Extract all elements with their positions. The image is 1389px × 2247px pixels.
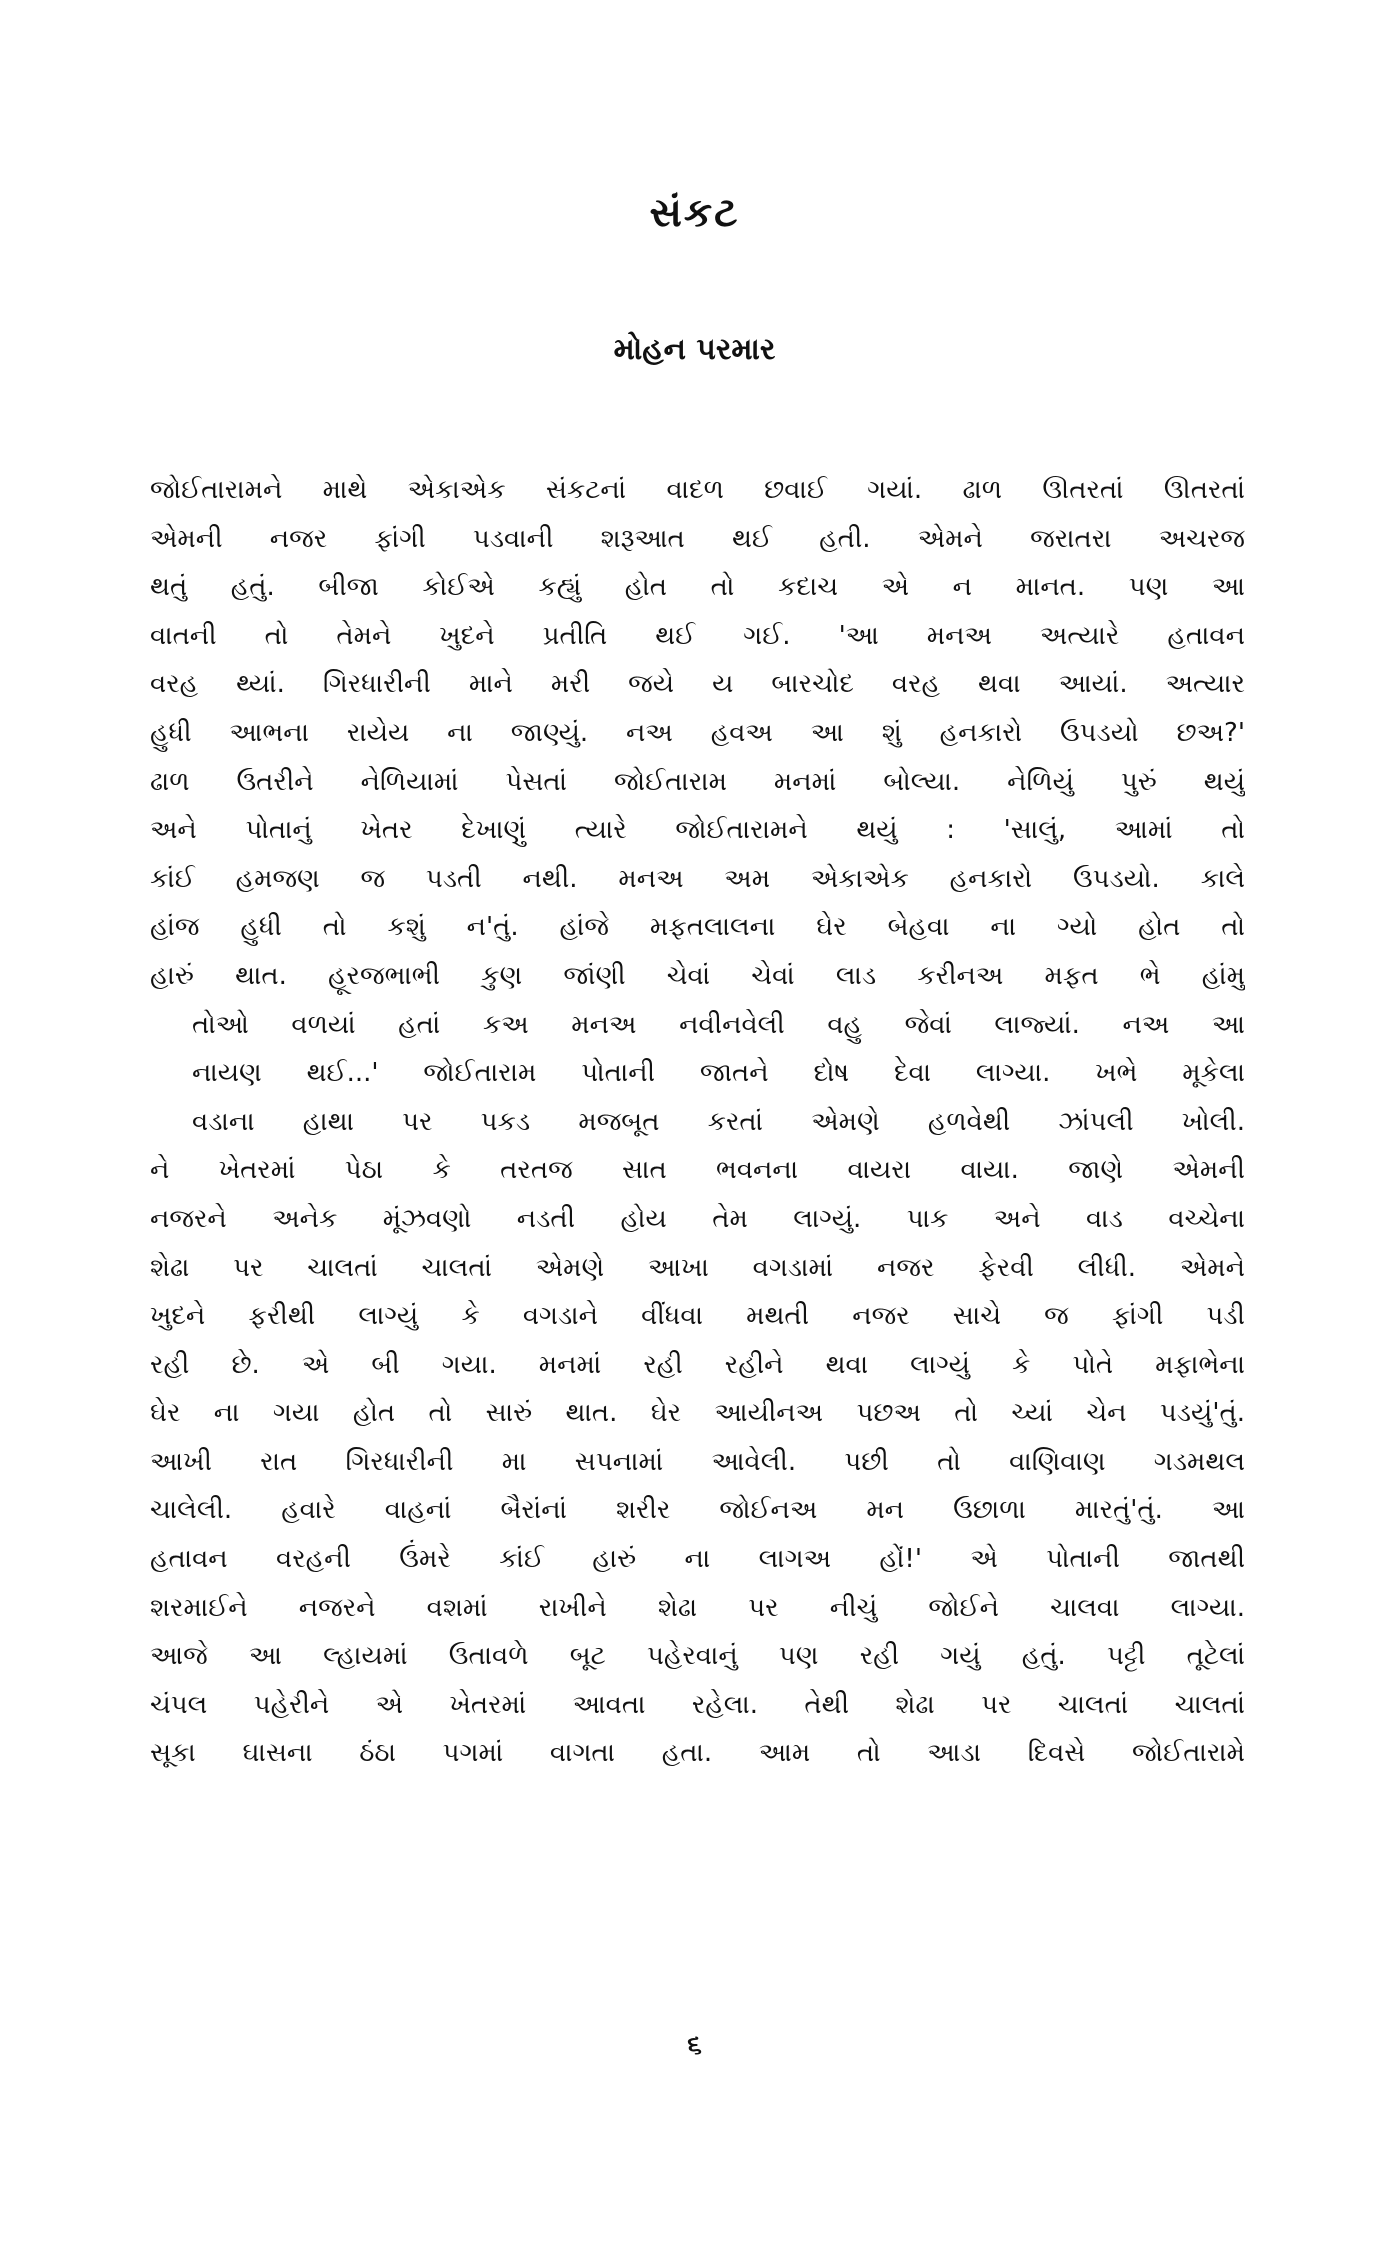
text-line: ચંપલ પહેરીને એ ખેતરમાં આવતા રહેલા. તેથી શેઢા પર ચાલતાં ચાલતાં <box>150 1689 1245 1720</box>
text-line: શરમાઈને નજરને વશમાં રાખીને શેઢા પર નીચું જોઈને ચાલવા લાગ્યા. <box>150 1592 1245 1623</box>
text-line: હારું થાત. હૂરજભાભી કુણ જાંણી ચેવાં ચેવાં લાડ કરીનઅ મફત ભે હાંમુ <box>150 960 1245 991</box>
text-line: અને પોતાનું ખેતર દેખાણું ત્યારે જોઈતારામને થયું : 'સાલું, આમાં તો <box>150 815 1245 846</box>
text-line: આખી રાત ગિરધારીની મા સપનામાં આવેલી. પછી તો વાણિવાણ ગડમથલ <box>150 1446 1245 1477</box>
text-line: ઢાળ ઉતરીને નેળિયામાં પેસતાં જોઈતારામ મનમાં બોલ્યા. નેળિયું પુરું થયું <box>150 766 1245 797</box>
author-name: મોહન પરમાર <box>613 332 776 367</box>
story-title: સંકટ <box>649 190 740 236</box>
text-line: સૂકા ઘાસના ઠંઠા પગમાં વાગતા હતા. આમ તો આડા દિવસે જોઈતારામે <box>150 1738 1245 1769</box>
text-line: ખુદને ફરીથી લાગ્યું કે વગડાને વીંધવા મથતી નજર સાચે જ ફાંગી પડી <box>150 1301 1245 1332</box>
text-line: તોઓ વળયાં હતાં કઅ મનઅ નવીનવેલી વહુ જેવાં લાજ્યાં. નઅ આ <box>192 1009 1245 1040</box>
text-line: વરહ થ્યાં. ગિરધારીની માને મરી જયે ય બારચોદ વરહ થવા આયાં. અત્યાર <box>150 669 1245 700</box>
page-number: ૬ <box>687 2030 702 2060</box>
text-line: કાંઈ હમજણ જ પડતી નથી. મનઅ અમ એકાએક હનકારો ઉપડયો. કાલે <box>150 863 1245 894</box>
text-line: હુધી આભના રાયેય ના જાણ્યું. નઅ હવઅ આ શું હનકારો ઉપડયો છઅ?' <box>150 717 1245 748</box>
text-line: હતાવન વરહની ઉંમરે કાંઈ હારું ના લાગઅ હોં!' એ પોતાની જાતથી <box>150 1544 1245 1575</box>
text-line: થતું હતું. બીજા કોઈએ કહ્યું હોત તો કદાચ એ ન માનત. પણ આ <box>150 572 1245 603</box>
text-line: વડાના હાથા પર પકડ મજબૂત કરતાં એમણે હળવેથી ઝાંપલી ખોલી. <box>192 1106 1245 1137</box>
story-body <box>150 466 1245 1778</box>
text-line: શેઢા પર ચાલતાં ચાલતાં એમણે આખા વગડામાં નજર ફેરવી લીધી. એમને <box>150 1252 1245 1283</box>
text-line: રહી છે. એ બી ગયા. મનમાં રહી રહીને થવા લાગ્યું કે પોતે મફાભેના <box>150 1349 1245 1380</box>
text-line: વાતની તો તેમને ખુદને પ્રતીતિ થઈ ગઈ. 'આ મનઅ અત્યારે હતાવન <box>150 620 1245 651</box>
text-line: હાંજ હુધી તો કશું ન'તું. હાંજે મફતલાલના ઘેર બેહવા ના ગ્યો હોત તો <box>150 912 1245 943</box>
text-line: નજરને અનેક મૂંઝવણો નડતી હોય તેમ લાગ્યું. પાક અને વાડ વચ્ચેના <box>150 1203 1245 1234</box>
text-line: નાયણ થઈ...' જોઈતારામ પોતાની જાતને દોષ દેવા લાગ્યા. ખભે મૂકેલા <box>192 1058 1245 1089</box>
text-line: એમની નજર ફાંગી પડવાની શરૂઆત થઈ હતી. એમને જરાતરા અચરજ <box>150 523 1245 554</box>
text-line: ને ખેતરમાં પેઠા કે તરતજ સાત ભવનના વાયરા વાયા. જાણે એમની <box>150 1155 1245 1186</box>
text-line: ચાલેલી. હવારે વાહનાં બૈરાંનાં શરીર જોઈનઅ મન ઉછાળા મારતું'તું. આ <box>150 1495 1245 1526</box>
text-line: આજે આ લ્હાયમાં ઉતાવળે બૂટ પહેરવાનું પણ રહી ગયું હતું. પટ્ટી તૂટેલાં <box>150 1641 1245 1672</box>
text-line: જોઈતારામને માથે એકાએક સંકટનાં વાદળ છવાઈ ગયાં. ઢાળ ઊતરતાં ઊતરતાં <box>150 475 1245 505</box>
text-line: ઘેર ના ગયા હોત તો સારું થાત. ઘેર આયીનઅ પછઅ તો ચ્યાં ચેન પડયું'તું. <box>150 1398 1245 1429</box>
